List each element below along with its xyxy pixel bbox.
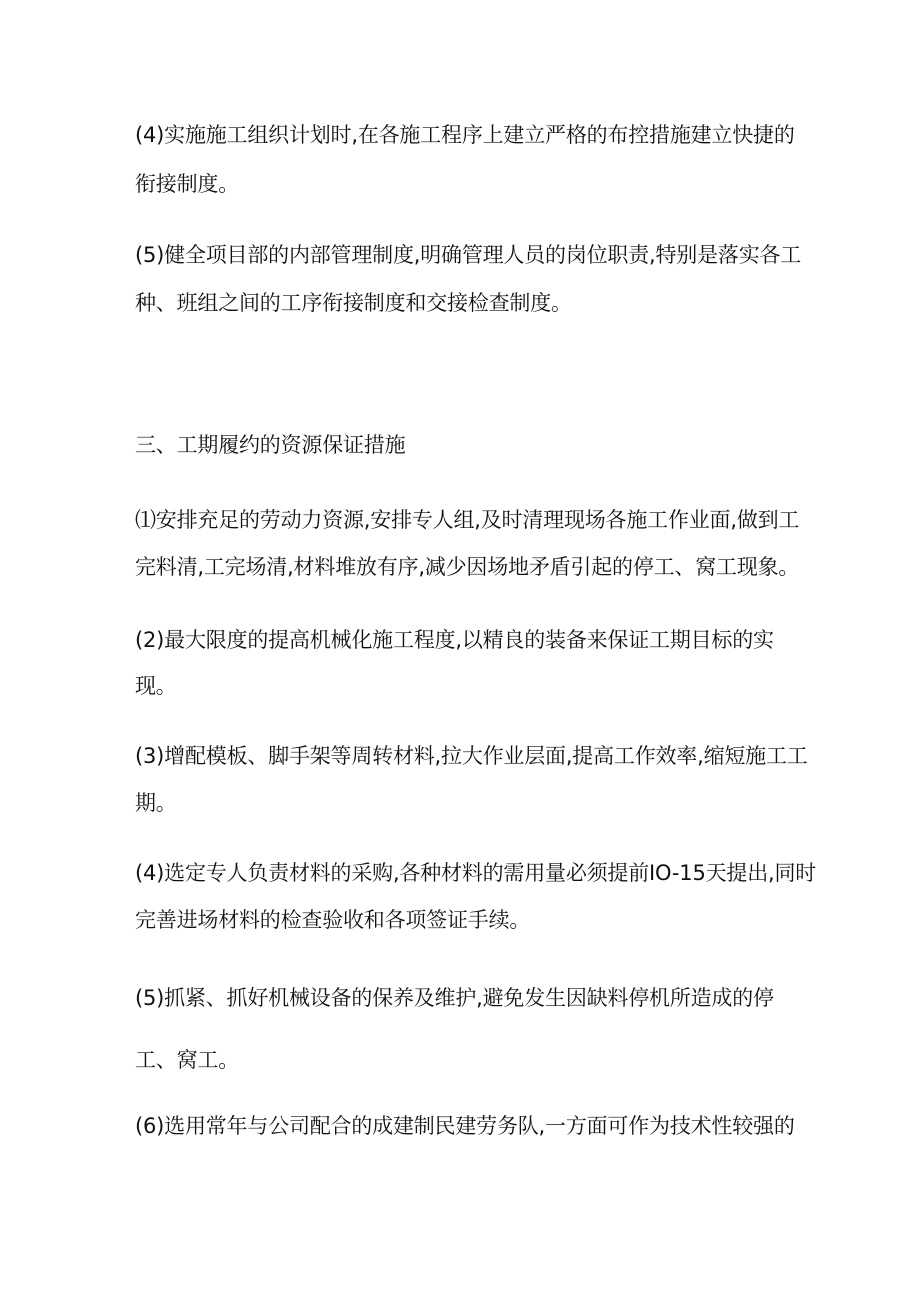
section-heading: 三、工期履约的资源保证措施	[135, 433, 406, 457]
resource-measure-5-line-2: 工、窝工。	[135, 1048, 239, 1072]
resource-measure-5-line-1: (5)抓紧、抓好机械设备的保养及维护,避免发生因缺料停机所造成的停	[135, 986, 774, 1010]
resource-measure-1-line-1: ⑴安排充足的劳动力资源,安排专人组,及时清理现场各施工作业面,做到工	[135, 508, 800, 532]
resource-measure-6-line-1: (6)选用常年与公司配合的成建制民建劳务队,一方面可作为技术性较强的	[135, 1114, 795, 1138]
paragraph-4-line-1: (4)实施施工组织计划时,在各施工程序上建立严格的布控措施建立快捷的	[135, 123, 795, 147]
resource-measure-2-line-2: 现。	[135, 674, 177, 698]
resource-measure-3-line-1: (3)增配模板、脚手架等周转材料,拉大作业层面,提高工作效率,缩短施工工	[135, 744, 808, 768]
resource-measure-4-line-2: 完善进场材料的检查验收和各项签证手续。	[135, 908, 531, 932]
resource-measure-2-line-1: (2)最大限度的提高机械化施工程度,以精良的装备来保证工期目标的实	[135, 628, 774, 652]
paragraph-5-line-2: 种、班组之间的工序衔接制度和交接检查制度。	[135, 291, 572, 315]
resource-measure-1-line-2: 完料清,工完场清,材料堆放有序,减少因场地矛盾引起的停工、窝工现象。	[135, 555, 800, 579]
paragraph-4-line-2: 衔接制度。	[135, 172, 239, 196]
paragraph-5-line-1: (5)健全项目部的内部管理制度,明确管理人员的岗位职责,特别是落实各工	[135, 243, 802, 267]
resource-measure-4-line-1: (4)选定专人负责材料的采购,各种材料的需用量必须提前IO-15天提出,同时	[135, 861, 817, 885]
resource-measure-3-line-2: 期。	[135, 791, 177, 815]
